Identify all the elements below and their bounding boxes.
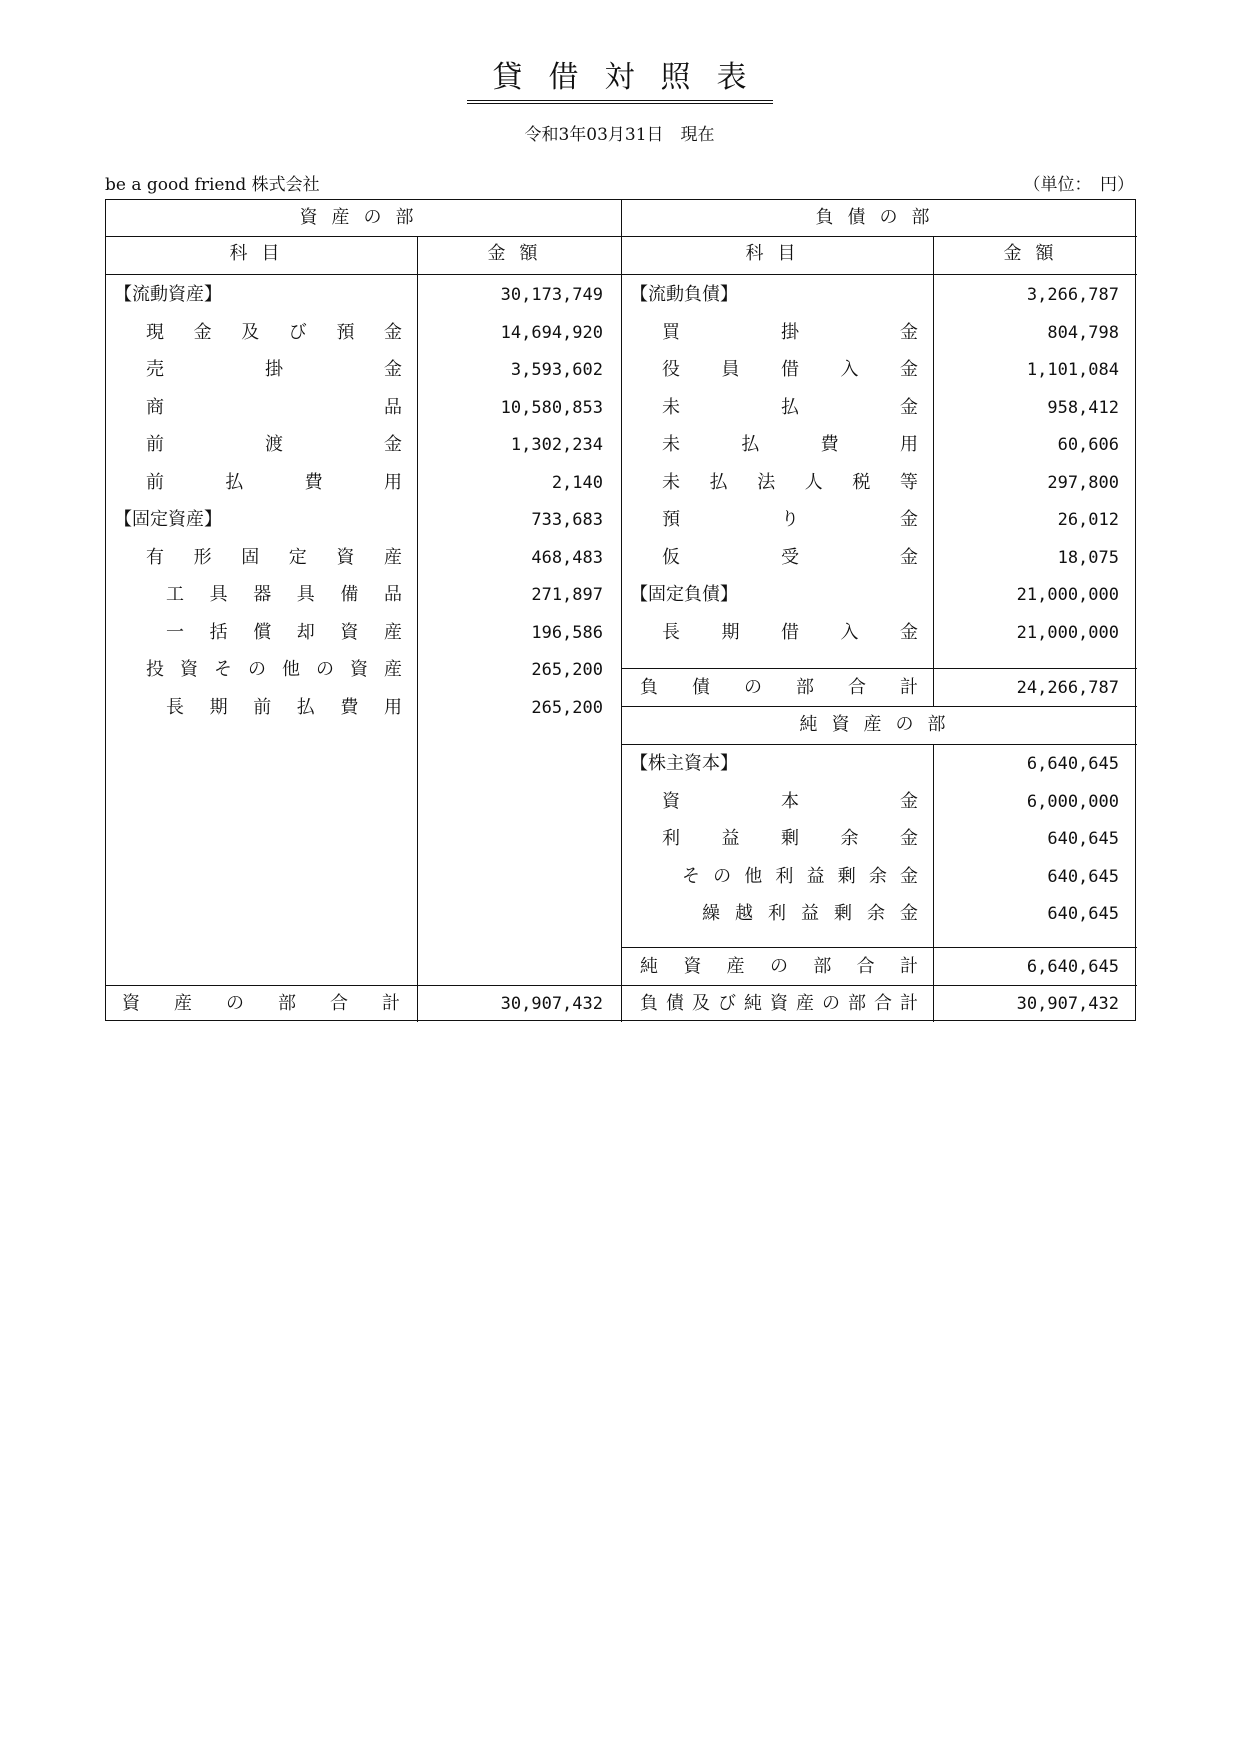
equity-row-label: 【株主資本】 <box>630 753 738 774</box>
asset-row-amount: 265,200 <box>531 660 603 680</box>
label-char: 資 <box>662 790 680 812</box>
label-char: 金 <box>900 790 918 812</box>
label-char: 形 <box>193 546 212 568</box>
label-char: 資 <box>180 659 198 680</box>
asset-row-label <box>166 580 402 610</box>
label-char: 産 <box>726 956 745 977</box>
company-name: be a good friend 株式会社 <box>105 175 320 195</box>
label-char: 計 <box>900 993 918 1014</box>
liability-row-label <box>662 430 918 460</box>
liabilities-section-header: 負債の部 <box>815 207 944 228</box>
label-char: 仮 <box>662 546 680 568</box>
label-char: 負 <box>640 677 658 698</box>
label-char: 利 <box>662 828 680 849</box>
assets-total-label <box>122 989 400 1019</box>
liability-row-amount: 3,266,787 <box>1026 285 1119 305</box>
label-char: 売 <box>146 359 164 380</box>
asset-row-amount: 265,200 <box>531 697 603 718</box>
liability-row-label <box>662 618 918 648</box>
label-char: 資 <box>336 546 355 568</box>
label-char: 払 <box>709 471 728 493</box>
equity-total-amount: 6,640,645 <box>1026 957 1119 977</box>
asset-row-amount: 3,593,602 <box>510 360 603 380</box>
liability-row-label: 【固定負債】 <box>630 584 738 605</box>
liability-row-label <box>662 355 918 385</box>
label-char: 品 <box>384 396 402 418</box>
label-char: 産 <box>384 659 402 680</box>
asset-row-amount: 733,683 <box>531 510 603 530</box>
equity-section-header: 純資産の部 <box>799 714 960 735</box>
label-char: 金 <box>384 434 402 455</box>
asset-row-label <box>146 543 402 573</box>
liabilities-total-label <box>640 673 918 703</box>
label-char: 剰 <box>781 828 799 849</box>
asset-row-label <box>146 655 402 685</box>
label-char: び <box>718 993 736 1014</box>
liability-row-amount: 21,000,000 <box>1016 622 1119 643</box>
equity-row-label <box>662 824 918 854</box>
label-char: 税 <box>852 471 871 493</box>
label-char: 金 <box>900 396 918 418</box>
label-char: 合 <box>874 993 892 1014</box>
label-char: 定 <box>288 546 307 568</box>
label-char: 剰 <box>837 865 856 887</box>
label-char: 金 <box>383 321 402 343</box>
assets-total-amount: 30,907,432 <box>500 994 603 1014</box>
asset-row-label: 【流動資産】 <box>114 284 222 305</box>
label-char: 負 <box>640 993 658 1014</box>
label-char: 部 <box>278 993 296 1014</box>
label-char: 産 <box>383 621 402 643</box>
label-char: 資 <box>770 993 788 1014</box>
asset-row-label <box>146 355 402 385</box>
label-char: 括 <box>209 621 228 643</box>
liability-row-amount: 1,101,084 <box>1026 360 1119 380</box>
label-char: 金 <box>900 828 918 849</box>
label-char: 員 <box>721 359 740 380</box>
unit-label: （単位： 円） <box>1023 175 1134 195</box>
label-char: 産 <box>383 546 402 568</box>
liability-row-label <box>662 543 918 573</box>
document-title: 貸借対照表 <box>467 58 773 104</box>
label-char: の <box>744 677 762 698</box>
label-char: 部 <box>796 677 814 698</box>
label-char: 備 <box>340 584 359 605</box>
label-char: 金 <box>899 865 918 887</box>
asset-row-amount: 196,586 <box>531 622 603 643</box>
label-char: 金 <box>900 546 918 568</box>
label-char: 資 <box>683 956 702 977</box>
title-wrap <box>0 58 1239 104</box>
equity-row-label <box>682 862 918 892</box>
label-char: の <box>248 659 266 680</box>
label-char: 償 <box>253 621 272 643</box>
equity-row-amount: 640,645 <box>1047 866 1119 887</box>
label-char: 預 <box>662 509 680 530</box>
asset-row-amount: 14,694,920 <box>500 322 603 343</box>
label-char: 具 <box>209 584 228 605</box>
label-char: 金 <box>384 359 402 380</box>
label-char: 他 <box>744 865 763 887</box>
label-char: 却 <box>296 621 315 643</box>
equity-row-amount: 6,640,645 <box>1026 754 1119 774</box>
liab-equity-total-amount: 30,907,432 <box>1016 994 1119 1014</box>
label-char: 合 <box>330 993 348 1014</box>
assets-section-header: 資産の部 <box>299 207 428 228</box>
liab-equity-total-label <box>640 989 918 1019</box>
label-char: 入 <box>840 359 859 380</box>
label-char: 純 <box>640 956 658 977</box>
label-char: 器 <box>253 584 272 605</box>
label-char: の <box>316 659 334 680</box>
label-char: 純 <box>744 993 762 1014</box>
label-char: 剰 <box>834 903 852 924</box>
label-char: 未 <box>662 471 680 493</box>
liability-row-amount: 60,606 <box>1057 435 1119 455</box>
asset-row-label <box>166 618 402 648</box>
label-char: 一 <box>166 621 184 643</box>
liability-row-label <box>662 468 918 498</box>
grid-line <box>621 744 1137 745</box>
label-char: 産 <box>174 993 192 1014</box>
asset-row-amount: 30,173,749 <box>500 285 603 305</box>
label-char: 役 <box>662 359 680 380</box>
assets-amount-header: 金額 <box>487 243 552 264</box>
liability-row-amount: 297,800 <box>1047 472 1119 493</box>
equity-row-amount: 640,645 <box>1047 829 1119 849</box>
label-char: 有 <box>146 546 164 568</box>
label-char: 他 <box>282 659 300 680</box>
label-char: 掛 <box>265 359 283 380</box>
label-char: 渡 <box>265 434 283 455</box>
label-char: 期 <box>721 621 740 643</box>
grid-line <box>621 668 1137 669</box>
grid-line <box>621 706 1137 707</box>
label-char: の <box>713 865 732 887</box>
label-char: 工 <box>166 584 184 605</box>
label-char: 余 <box>868 865 887 887</box>
label-char: 投 <box>146 659 164 680</box>
equity-row-label <box>702 899 918 929</box>
label-char: 計 <box>382 993 400 1014</box>
label-char: 合 <box>856 956 875 977</box>
label-char: 益 <box>806 865 825 887</box>
liabilities-total-amount: 24,266,787 <box>1016 678 1119 698</box>
label-char: 金 <box>900 621 918 643</box>
asset-row-label <box>146 430 402 460</box>
asset-row-label <box>146 393 402 423</box>
label-char: 期 <box>209 696 228 718</box>
grid-line <box>621 947 1137 948</box>
label-char: 費 <box>820 434 839 455</box>
liability-row-amount: 804,798 <box>1047 322 1119 343</box>
liability-row-label <box>662 393 918 423</box>
label-char: 益 <box>721 828 740 849</box>
label-char: 預 <box>336 321 355 343</box>
label-char: 入 <box>840 621 859 643</box>
assets-account-header: 科目 <box>229 243 294 264</box>
label-char: 資 <box>122 993 140 1014</box>
asset-row-amount: 271,897 <box>531 585 603 605</box>
asset-row-label <box>166 693 402 723</box>
grid-line <box>621 200 622 1022</box>
label-char: 法 <box>757 471 776 493</box>
label-char: 長 <box>166 696 184 718</box>
label-char: 資 <box>340 621 359 643</box>
liability-row-label <box>662 318 918 348</box>
label-char: 払 <box>781 396 799 418</box>
label-char: 具 <box>296 584 315 605</box>
label-char: 金 <box>900 903 918 924</box>
label-char: 商 <box>146 396 164 418</box>
label-char: 払 <box>296 696 315 718</box>
label-char: 払 <box>741 434 760 455</box>
label-char: 借 <box>781 621 799 643</box>
label-char: そ <box>214 659 232 680</box>
label-char: 債 <box>666 993 684 1014</box>
label-char: 計 <box>899 956 918 977</box>
label-char: 計 <box>900 677 918 698</box>
report-date: 令和3年03月31日 現在 <box>524 125 715 145</box>
label-char: 用 <box>383 696 402 718</box>
label-char: 部 <box>813 956 832 977</box>
label-char: 金 <box>900 321 918 343</box>
asset-row-amount: 2,140 <box>551 472 603 493</box>
label-char: そ <box>682 865 700 887</box>
label-char: 利 <box>768 903 786 924</box>
label-char: 費 <box>340 696 359 718</box>
equity-row-label <box>662 787 918 817</box>
asset-row-amount: 468,483 <box>531 547 603 568</box>
grid-line <box>106 985 1137 986</box>
equity-row-amount: 6,000,000 <box>1026 791 1119 812</box>
label-char: 及 <box>692 993 710 1014</box>
label-char: 未 <box>662 434 680 455</box>
asset-row-label <box>146 468 402 498</box>
liability-row-amount: 26,012 <box>1057 510 1119 530</box>
liability-row-amount: 958,412 <box>1047 397 1119 418</box>
label-char: 借 <box>781 359 799 380</box>
liability-row-label <box>662 505 918 535</box>
liabilities-amount-header: 金額 <box>1003 243 1068 264</box>
label-char: 費 <box>304 471 323 493</box>
label-char: 未 <box>662 396 680 418</box>
label-char: 前 <box>146 434 164 455</box>
label-char: 債 <box>692 677 710 698</box>
equity-total-label <box>640 952 918 982</box>
label-char: 金 <box>193 321 212 343</box>
label-char: 余 <box>840 828 859 849</box>
label-char: 現 <box>146 321 164 343</box>
label-char: 払 <box>225 471 244 493</box>
asset-row-label <box>146 318 402 348</box>
label-char: 金 <box>900 509 918 530</box>
label-char: 余 <box>867 903 885 924</box>
label-char: 用 <box>899 434 918 455</box>
asset-row-label: 【固定資産】 <box>114 509 222 530</box>
label-char: 人 <box>804 471 823 493</box>
label-char: 用 <box>383 471 402 493</box>
label-char: 及 <box>241 321 260 343</box>
label-char: 固 <box>241 546 260 568</box>
liabilities-account-header: 科目 <box>745 243 810 264</box>
label-char: 等 <box>899 471 918 493</box>
balance-sheet-table <box>105 199 1136 1021</box>
liability-row-label: 【流動負債】 <box>630 284 738 305</box>
label-char: 繰 <box>702 903 720 924</box>
label-char: 部 <box>848 993 866 1014</box>
label-char: 買 <box>662 321 680 343</box>
label-char: 受 <box>781 546 799 568</box>
label-char: 合 <box>848 677 866 698</box>
label-char: 本 <box>781 790 799 812</box>
label-char: 金 <box>900 359 918 380</box>
liability-row-amount: 18,075 <box>1057 547 1119 568</box>
label-char: び <box>288 321 307 343</box>
label-char: 益 <box>801 903 819 924</box>
label-char: 前 <box>253 696 272 718</box>
asset-row-amount: 10,580,853 <box>500 397 603 418</box>
label-char: の <box>769 956 788 977</box>
label-char: の <box>822 993 840 1014</box>
label-char: り <box>781 509 799 530</box>
asset-row-amount: 1,302,234 <box>510 435 603 455</box>
label-char: 越 <box>735 903 753 924</box>
label-char: 長 <box>662 621 680 643</box>
liability-row-amount: 21,000,000 <box>1016 585 1119 605</box>
label-char: 利 <box>775 865 794 887</box>
label-char: 前 <box>146 471 164 493</box>
label-char: の <box>226 993 244 1014</box>
label-char: 資 <box>350 659 368 680</box>
label-char: 掛 <box>781 321 799 343</box>
label-char: 産 <box>796 993 814 1014</box>
label-char: 品 <box>383 584 402 605</box>
equity-row-amount: 640,645 <box>1047 904 1119 924</box>
